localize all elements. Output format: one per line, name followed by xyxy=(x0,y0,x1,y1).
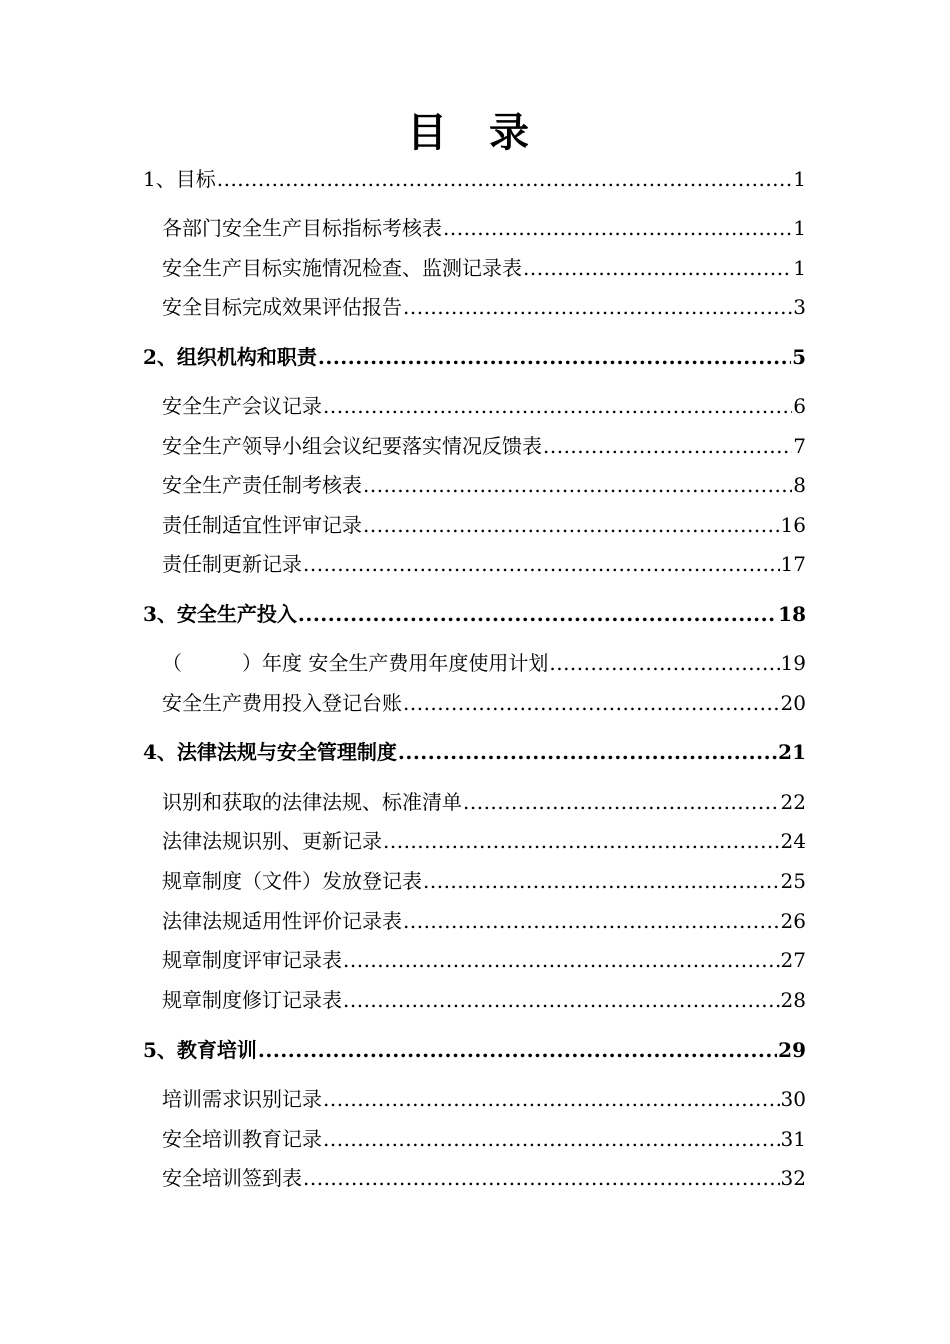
toc-entry-section-3[interactable] xyxy=(143,597,806,627)
toc-entry[interactable] xyxy=(162,211,806,241)
page-title: 目 录 xyxy=(407,109,543,156)
toc-entry-page: 8 xyxy=(793,473,806,497)
toc-entry-page: 29 xyxy=(778,1038,806,1062)
dot-leader xyxy=(303,1165,780,1191)
dot-leader xyxy=(403,294,792,320)
toc-entry-page: 3 xyxy=(793,295,806,319)
toc-entry-page: 27 xyxy=(780,948,806,972)
toc-entry[interactable] xyxy=(162,389,806,419)
dot-leader xyxy=(403,908,780,934)
toc-entry-label: 5、教育培训 xyxy=(143,1038,257,1062)
dot-leader xyxy=(398,739,777,765)
toc-entry[interactable] xyxy=(162,1161,806,1191)
toc-entry-page: 22 xyxy=(780,790,806,814)
toc-entry-page: 7 xyxy=(793,434,806,458)
toc-entry-page: 32 xyxy=(780,1166,806,1190)
toc-entry[interactable] xyxy=(162,785,806,815)
dot-leader xyxy=(323,1126,780,1152)
toc-entry-label: （ ）年度 安全生产费用年度使用计划 xyxy=(162,651,549,675)
toc-entry-section-5[interactable] xyxy=(143,1033,806,1063)
toc-entry-page: 18 xyxy=(778,602,806,626)
toc-entry[interactable] xyxy=(162,429,806,459)
toc-entry-label: 1、目标 xyxy=(143,167,216,191)
toc-entry-page: 1 xyxy=(793,167,806,191)
toc-entry-label: 安全培训教育记录 xyxy=(162,1127,322,1151)
toc-entry-page: 1 xyxy=(793,256,806,280)
dot-leader xyxy=(383,828,780,854)
toc-entry-page: 20 xyxy=(780,691,806,715)
dot-leader xyxy=(463,789,780,815)
toc-entry-section-1[interactable] xyxy=(143,162,806,192)
toc-entry[interactable] xyxy=(162,508,806,538)
dot-leader xyxy=(318,344,791,370)
dot-leader xyxy=(343,947,780,973)
toc-entry[interactable] xyxy=(162,1082,806,1112)
toc-entry[interactable] xyxy=(162,864,806,894)
toc-entry-section-4[interactable] xyxy=(143,735,806,765)
toc-entry-label: 安全生产目标实施情况检查、监测记录表 xyxy=(162,256,522,280)
toc-entry-page: 21 xyxy=(778,740,806,764)
dot-leader xyxy=(323,393,792,419)
toc-entry[interactable] xyxy=(162,251,806,281)
toc-entry-label: 安全生产会议记录 xyxy=(162,394,322,418)
toc-entry-label: 各部门安全生产目标指标考核表 xyxy=(162,216,442,240)
toc-entry-label: 安全生产领导小组会议纪要落实情况反馈表 xyxy=(162,434,542,458)
dot-leader xyxy=(443,215,792,241)
toc-entry-page: 30 xyxy=(780,1087,806,1111)
dot-leader xyxy=(298,601,777,627)
toc-entry-page: 1 xyxy=(793,216,806,240)
toc-entry[interactable] xyxy=(162,468,806,498)
toc-entry-label: 3、安全生产投入 xyxy=(143,602,297,626)
toc-entry-label: 规章制度修订记录表 xyxy=(162,988,342,1012)
toc-entry-label: 培训需求识别记录 xyxy=(162,1087,322,1111)
toc-entry-label: 规章制度评审记录表 xyxy=(162,948,342,972)
toc-entry-label: 法律法规适用性评价记录表 xyxy=(162,909,402,933)
dot-leader xyxy=(343,987,780,1013)
toc-entry[interactable] xyxy=(162,943,806,973)
toc-entry-label: 识别和获取的法律法规、标准清单 xyxy=(162,790,462,814)
dot-leader xyxy=(217,166,793,192)
toc-entry-page: 17 xyxy=(780,552,806,576)
toc-entry-page: 19 xyxy=(780,651,806,675)
toc-entry[interactable] xyxy=(162,290,806,320)
toc-entry-page: 24 xyxy=(780,829,806,853)
toc-entry-page: 25 xyxy=(780,869,806,893)
toc-entry-label: 责任制适宜性评审记录 xyxy=(162,513,362,537)
toc-entry-label: 2、组织机构和职责 xyxy=(143,345,317,369)
dot-leader xyxy=(403,690,780,716)
toc-entry-label: 4、法律法规与安全管理制度 xyxy=(143,740,397,764)
dot-leader xyxy=(549,650,779,676)
toc-entry[interactable] xyxy=(162,904,806,934)
toc-entry[interactable] xyxy=(162,983,806,1013)
dot-leader xyxy=(543,433,792,459)
toc-entry-label: 法律法规识别、更新记录 xyxy=(162,829,382,853)
toc-entry-page: 6 xyxy=(793,394,806,418)
dot-leader xyxy=(303,551,780,577)
toc-entry-label: 安全生产费用投入登记台账 xyxy=(162,691,402,715)
toc-entry-label: 责任制更新记录 xyxy=(162,552,302,576)
toc-entry-label: 安全目标完成效果评估报告 xyxy=(162,295,402,319)
toc-entry[interactable] xyxy=(162,686,806,716)
dot-leader xyxy=(423,868,780,894)
dot-leader xyxy=(523,255,792,281)
toc-entry-page: 28 xyxy=(780,988,806,1012)
toc-entry-label: 安全培训签到表 xyxy=(162,1166,302,1190)
toc-entry[interactable] xyxy=(162,1122,806,1152)
toc-entry[interactable] xyxy=(162,646,806,676)
dot-leader xyxy=(323,1086,780,1112)
dot-leader xyxy=(363,472,792,498)
toc-entry[interactable] xyxy=(162,824,806,854)
toc-entry-page: 31 xyxy=(780,1127,806,1151)
toc-entry-page: 26 xyxy=(780,909,806,933)
toc-entry-page: 16 xyxy=(780,513,806,537)
toc-entry[interactable] xyxy=(162,547,806,577)
toc-entry-section-2[interactable] xyxy=(143,340,806,370)
toc-entry-label: 安全生产责任制考核表 xyxy=(162,473,362,497)
toc-entry-label: 规章制度（文件）发放登记表 xyxy=(162,869,422,893)
dot-leader xyxy=(363,512,780,538)
toc-entry-page: 5 xyxy=(792,345,806,369)
dot-leader xyxy=(258,1037,777,1063)
